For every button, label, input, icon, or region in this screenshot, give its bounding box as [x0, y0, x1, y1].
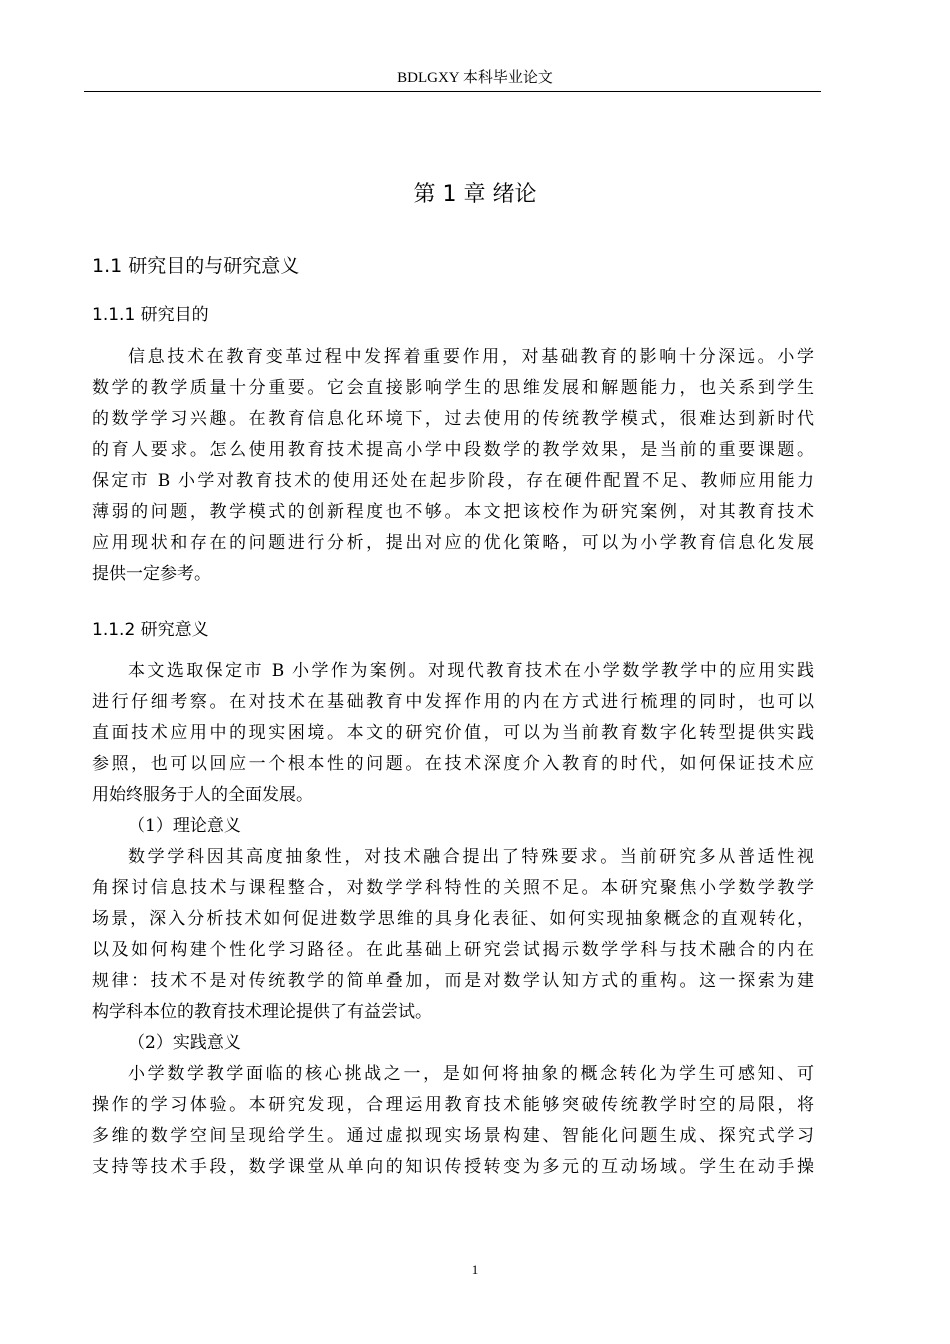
paragraph-line: 提供一定参考。: [92, 564, 211, 584]
page-number: 1: [471, 1262, 479, 1277]
paragraph-line: 直面技术应用中的现实困境。本文的研究价值，可以为当前教育数字化转型提供实践: [92, 723, 814, 743]
paragraph-line: 信息技术在教育变革过程中发挥着重要作用，对基础教育的影响十分深远。小学: [128, 347, 814, 367]
paragraph-line: 场景，深入分析技术如何促进数学思维的具身化表征、如何实现抽象概念的直观转化，: [92, 909, 814, 929]
paragraph-line: 多维的数学空间呈现给学生。通过虚拟现实场景构建、智能化问题生成、探究式学习: [92, 1126, 814, 1146]
paragraph-line: 数学学科因其高度抽象性，对技术融合提出了特殊要求。当前研究多从普适性视: [128, 847, 814, 867]
paragraph-line: 进行仔细考察。在对技术在基础教育中发挥作用的内在方式进行梳理的同时，也可以: [92, 692, 814, 712]
paragraph-line: 的育人要求。怎么使用教育技术提高小学中段数学的教学效果，是当前的重要课题。: [92, 440, 814, 460]
paragraph-line: 用始终服务于人的全面发展。: [92, 785, 313, 805]
paragraph-line: 角探讨信息技术与课程整合，对数学学科特性的关照不足。本研究聚焦小学数学教学: [92, 878, 814, 898]
paragraph-line: 支持等技术手段，数学课堂从单向的知识传授转变为多元的互动场域。学生在动手操: [92, 1157, 814, 1177]
running-header: BDLGXY 本科毕业论文: [397, 70, 553, 86]
paragraph-line: 构学科本位的教育技术理论提供了有益尝试。: [92, 1002, 432, 1022]
paragraph-line: 数学的教学质量十分重要。它会直接影响学生的思维发展和解题能力，也关系到学生: [92, 378, 814, 398]
paragraph-line: 保定市 B 小学对教育技术的使用还处在起步阶段，存在硬件配置不足、教师应用能力: [92, 471, 814, 491]
paragraph-line: 小学数学教学面临的核心挑战之一，是如何将抽象的概念转化为学生可感知、可: [128, 1064, 814, 1084]
list-heading-theoretical-significance: （1）理论意义: [128, 816, 241, 836]
paragraph-line: 以及如何构建个性化学习路径。在此基础上研究尝试揭示数学学科与技术融合的内在: [92, 940, 814, 960]
research-significance-body: [92, 656, 814, 1183]
paragraph-line: 操作的学习体验。本研究发现，合理运用教育技术能够突破传统教学时空的局限，将: [92, 1095, 814, 1115]
subsection-title-research-significance: 1.1.2 研究意义: [92, 620, 209, 640]
paragraph-line: 规律：技术不是对传统教学的简单叠加，而是对数学认知方式的重构。这一探索为建: [92, 971, 814, 991]
chapter-title: 第 1 章 绪论: [413, 182, 537, 207]
paragraph-line: 参照，也可以回应一个根本性的问题。在技术深度介入教育的时代，如何保证技术应: [92, 754, 814, 774]
subsection-title-research-purpose: 1.1.1 研究目的: [92, 305, 209, 325]
paragraph-line: 应用现状和存在的问题进行分析，提出对应的优化策略，可以为小学教育信息化发展: [92, 533, 814, 553]
research-purpose-body: [92, 342, 814, 590]
paragraph-line: 本文选取保定市 B 小学作为案例。对现代教育技术在小学数学教学中的应用实践: [128, 661, 814, 681]
header-divider: [84, 91, 821, 92]
section-title: 1.1 研究目的与研究意义: [92, 255, 300, 277]
list-heading-practical-significance: （2）实践意义: [128, 1033, 241, 1053]
paragraph-line: 的数学学习兴趣。在教育信息化环境下，过去使用的传统教学模式，很难达到新时代: [92, 409, 814, 429]
paragraph-line: 薄弱的问题，教学模式的创新程度也不够。本文把该校作为研究案例，对其教育技术: [92, 502, 814, 522]
